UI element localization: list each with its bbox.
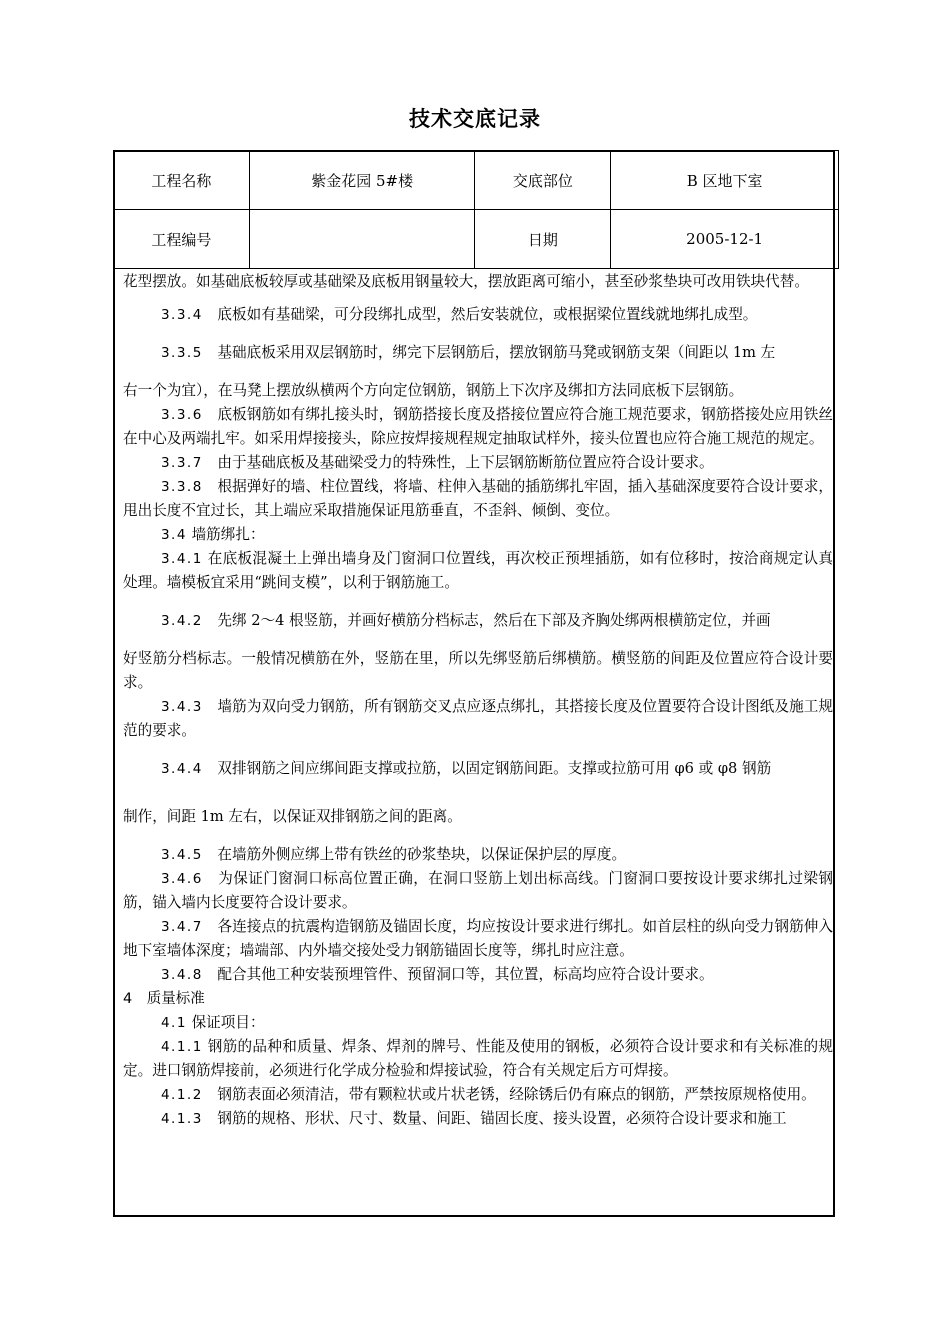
project-name-value: 紫金花园 5#楼: [249, 151, 475, 210]
paragraph: 3.4.1 在底板混凝土上弹出墙身及门窗洞口位置线，再次校正预埋插筋，如有位移时，按洽商规定认真处理。墙模板宜采用“跳间支模”，以利于钢筋施工。: [123, 550, 833, 591]
project-name-label: 工程名称: [114, 151, 250, 210]
paragraph: 4.1.3 钢筋的规格、形状、尺寸、数量、间距、锚固长度、接头设置，必须符合设计要求和施工: [160, 1110, 787, 1127]
clause-number: 4.1.2: [160, 1087, 203, 1103]
clause-number: 3.3.6: [160, 407, 203, 423]
date-label: 日期: [475, 210, 611, 269]
paragraph: 3.4.2 先绑 2～4 根竖筋，并画好横筋分档标志，然后在下部及齐胸处绑两根横筋定位，并画: [160, 612, 771, 629]
header-table: [113, 150, 839, 269]
content-body: [123, 270, 833, 1131]
paragraph: 3.4.8 配合其他工种安装预埋管件、预留洞口等，其位置，标高均应符合设计要求。: [160, 966, 714, 983]
paragraph: 4.1.2 钢筋表面必须清洁，带有颗粒状或片状老锈，经除锈后仍有麻点的钢筋，严禁按原规格使用。: [160, 1086, 816, 1103]
clause-number: 3.4.2: [160, 613, 203, 629]
project-no-label: 工程编号: [114, 210, 250, 269]
clause-number: 3.3.4: [160, 307, 203, 323]
clause-number: 3.4.4: [160, 761, 203, 777]
clause-number: 3.4.6: [160, 871, 203, 887]
paragraph: 3.3.5 基础底板采用双层钢筋时，绑完下层钢筋后，摆放钢筋马凳或钢筋支架（间距以 1m 左: [160, 344, 776, 361]
paragraph: 制作，间距 1m 左右，以保证双排钢筋之间的距离。: [123, 808, 462, 825]
paragraph: 3.4.3 墙筋为双向受力钢筋，所有钢筋交叉点应逐点绑扎，其搭接长度及位置要符合设计图纸及施工规范的要求。: [123, 698, 833, 739]
paragraph: 好竖筋分档标志。一般情况横筋在外，竖筋在里，所以先绑竖筋后绑横筋。横竖筋的间距及位置应符合设计要求。: [123, 650, 833, 691]
paragraph: 3.3.6 底板钢筋如有绑扎接头时，钢筋搭接长度及搭接位置应符合施工规范要求，钢筋搭接处应用铁丝在中心及两端扎牢。如采用焊接接头，除应按焊接规程规定抽取试样外，接头位置也应符合施工规范的规定。: [123, 406, 833, 447]
clause-number: 3.4.8: [160, 967, 203, 983]
paragraph: 3.4.4 双排钢筋之间应绑间距支撑或拉筋，以固定钢筋间距。支撑或拉筋可用 φ6 或 φ8 钢筋: [160, 760, 772, 777]
clause-number: 3.4.7: [160, 919, 203, 935]
clause-number: 3.3.5: [160, 345, 203, 361]
section-heading: 4.1 保证项目：: [160, 1014, 265, 1031]
project-no-value: [249, 210, 475, 269]
clause-number: 3.3.7: [160, 455, 203, 471]
section-heading: 4 质量标准: [123, 991, 205, 1007]
paragraph: 3.4.5 在墙筋外侧应绑上带有铁丝的砂浆垫块，以保证保护层的厚度。: [160, 846, 627, 863]
date-value: 2005-12-1: [611, 210, 839, 269]
paragraph: 3.4.6 为保证门窗洞口标高位置正确，在洞口竖筋上划出标高线。门窗洞口要按设计要求绑扎过梁钢筋，锚入墙内长度要符合设计要求。: [123, 870, 833, 911]
section-number: 4: [123, 991, 133, 1007]
clause-number: 3.4: [160, 527, 187, 543]
paragraph: 4.1.1 钢筋的品种和质量、焊条、焊剂的牌号、性能及使用的钢板，必须符合设计要求和有关标准的规定。进口钢筋焊接前，必须进行化学成分检验和焊接试验，符合有关规定后方可焊接。: [123, 1038, 833, 1079]
paragraph: 3.3.8 根据弹好的墙、柱位置线，将墙、柱伸入基础的插筋绑扎牢固，插入基础深度要符合设计要求，甩出长度不宜过长，其上端应采取措施保证甩筋垂直，不歪斜、倾倒、变位。: [123, 478, 833, 519]
paragraph: 3.3.7 由于基础底板及基础梁受力的特殊性，上下层钢筋断筋位置应符合设计要求。: [160, 454, 714, 471]
clause-number: 3.4.1: [160, 551, 203, 567]
clause-number: 3.4.5: [160, 847, 203, 863]
clause-number: 3.4.3: [160, 699, 203, 715]
document-title: 技术交底记录: [409, 107, 541, 131]
record-frame: [113, 150, 835, 1217]
paragraph: 3.3.4 底板如有基础梁，可分段绑扎成型，然后安装就位，或根据梁位置线就地绑扎成型。: [160, 306, 758, 323]
paragraph: 3.4.7 各连接点的抗震构造钢筋及锚固长度，均应按设计要求进行绑扎。如首层柱的纵向受力钢筋伸入地下室墙体深度；墙端部、内外墙交接处受力钢筋锚固长度等，绑扎时应注意。: [123, 918, 833, 959]
location-label: 交底部位: [475, 151, 611, 210]
location-value: B 区地下室: [611, 151, 839, 210]
section-heading: 3.4 墙筋绑扎：: [160, 526, 265, 543]
clause-number: 4.1.1: [160, 1039, 203, 1055]
clause-number: 4.1.3: [160, 1111, 203, 1127]
clause-number: 4.1: [160, 1015, 187, 1031]
clause-number: 3.3.8: [160, 479, 203, 495]
paragraph: 花型摆放。如基础底板较厚或基础梁及底板用钢量较大，摆放距离可缩小，甚至砂浆垫块可改用铁块代替。: [123, 273, 809, 290]
paragraph: 右一个为宜），在马凳上摆放纵横两个方向定位钢筋，钢筋上下次序及绑扣方法同底板下层钢筋。: [123, 382, 744, 399]
